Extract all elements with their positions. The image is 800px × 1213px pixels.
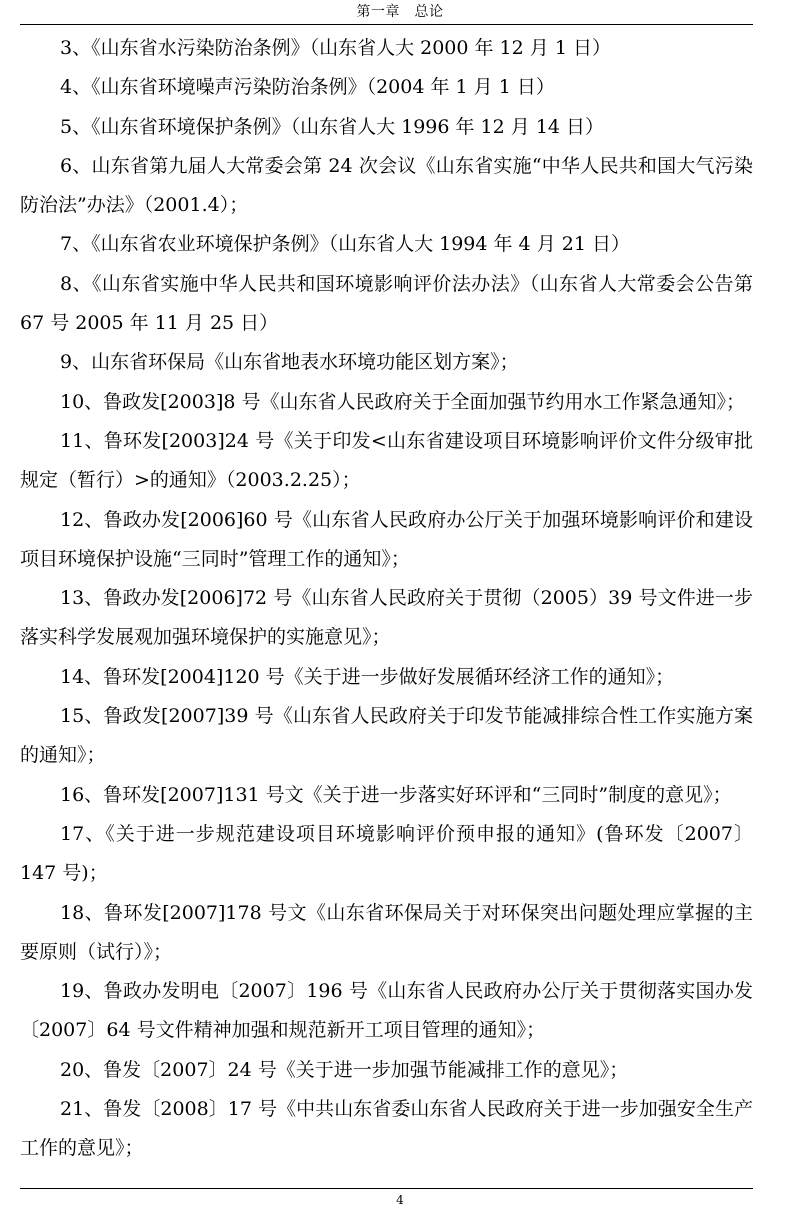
page-header: 第一章 总论 [356, 4, 444, 20]
list-item: 10、鲁政发[2003]8 号《山东省人民政府关于全面加强节约用水工作紧急通知》； [60, 390, 745, 413]
list-item: 3、《山东省水污染防治条例》（山东省人大 2000 年 12 月 1 日） [60, 37, 611, 59]
page-number: 4 [396, 1193, 404, 1207]
list-item: 17、《关于进一步规范建设项目环境影响评价预申报的通知》(鲁环发〔2007〕147 号)； [20, 822, 753, 885]
list-item: 4、《山东省环境噪声污染防治条例》（2004 年 1 月 1 日） [60, 76, 555, 99]
list-item: 12、鲁政办发[2006]60 号《山东省人民政府办公厅关于加强环境影响评价和建设项目环境保护设施“三同时”管理工作的通知》； [20, 508, 753, 570]
list-item: 19、鲁政办发明电〔2007〕196 号《山东省人民政府办公厅关于贯彻落实国办发〔2007〕64 号文件精神加强和规范新开工项目管理的通知》； [20, 980, 753, 1042]
list-item: 7、《山东省农业环境保护条例》（山东省人大 1994 年 4 月 21 日） [60, 233, 630, 256]
regulation-list [20, 29, 753, 1169]
list-item: 14、鲁环发[2004]120 号《关于进一步做好发展循环经济工作的通知》； [60, 665, 675, 688]
list-item: 8、《山东省实施中华人民共和国环境影响评价法办法》（山东省人大常委会公告第 67 号 2005 年 11 月 25 日） [20, 272, 753, 335]
list-item: 15、鲁政发[2007]39 号《山东省人民政府关于印发节能减排综合性工作实施方案的通知》； [20, 705, 753, 767]
list-item: 13、鲁政办发[2006]72 号《山东省人民政府关于贯彻（2005）39 号文件进一步落实科学发展观加强环境保护的实施意见》； [20, 587, 753, 649]
list-item: 6、山东省第九届人大常委会第 24 次会议《山东省实施“中华人民共和国大气污染防治法”办法》（2001.4）； [20, 154, 753, 217]
list-item: 21、鲁发〔2008〕17 号《中共山东省委山东省人民政府关于进一步加强安全生产工作的意见》； [20, 1098, 753, 1160]
list-item: 18、鲁环发[2007]178 号文《山东省环保局关于对环保突出问题处理应掌握的主要原则（试行）》； [20, 901, 753, 963]
list-item: 5、《山东省环境保护条例》（山东省人大 1996 年 12 月 14 日） [60, 115, 605, 138]
header-rule [20, 24, 753, 25]
list-item: 11、鲁环发[2003]24 号《关于印发<山东省建设项目环境影响评价文件分级审批规定（暂行）>的通知》（2003.2.25）； [20, 429, 753, 492]
footer-rule [20, 1188, 753, 1189]
list-item: 9、山东省环保局《山东省地表水环境功能区划方案》； [60, 351, 519, 374]
list-item: 16、鲁环发[2007]131 号文《关于进一步落实好环评和“三同时”制度的意见》； [60, 783, 732, 806]
list-item: 20、鲁发〔2007〕24 号《关于进一步加强节能减排工作的意见》； [60, 1058, 629, 1081]
